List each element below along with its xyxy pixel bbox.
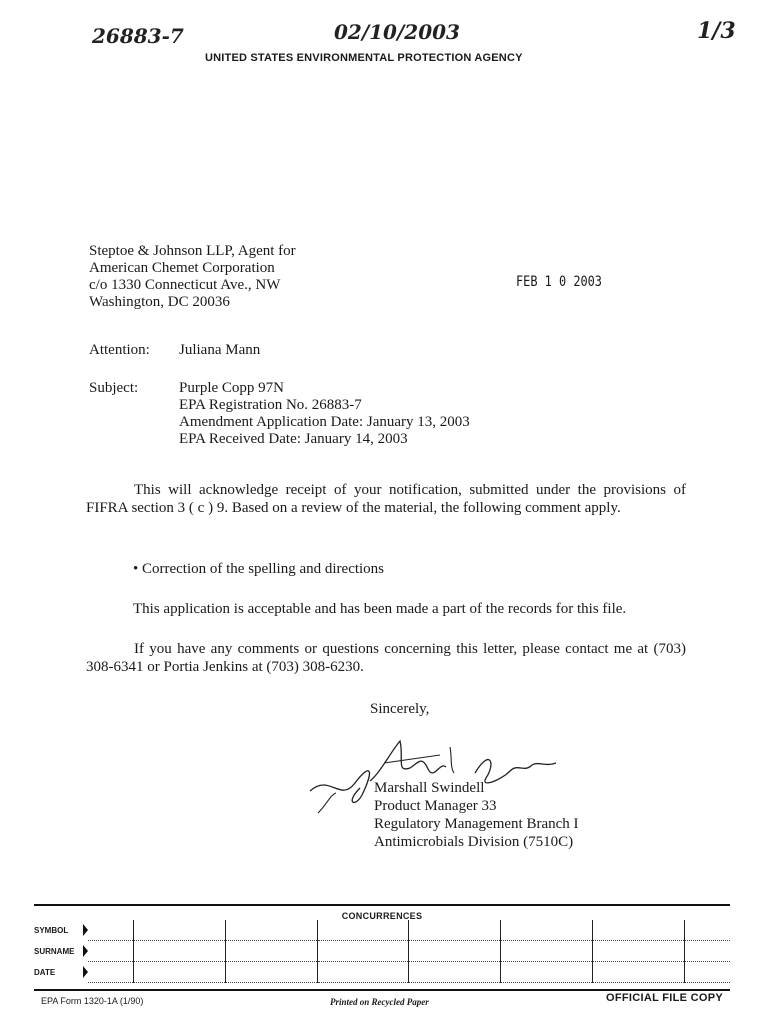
concurrence-cell: [501, 941, 593, 962]
row-label-surname: SURNAME: [34, 941, 88, 962]
addressee-line: c/o 1330 Connecticut Ave., NW: [89, 277, 281, 293]
addressee-block: [89, 243, 296, 311]
handwritten-page-number: 1/3: [697, 18, 736, 44]
body-paragraph-acknowledgement: This will acknowledge receipt of your notification, submitted under the provisions of FIFRA section 3 ( c ) 9. Based on a review of the material, the following comment apply.: [86, 482, 686, 516]
concurrence-cell: [88, 920, 134, 941]
subject-label: Subject:: [89, 380, 139, 396]
form-number: EPA Form 1320-1A (1/90): [41, 996, 144, 1006]
comment-bullet: • Correction of the spelling and directions: [133, 561, 385, 577]
concurrences-row-symbol: [34, 920, 730, 941]
concurrence-cell: [501, 920, 593, 941]
concurrence-cell: [226, 941, 318, 962]
subject-line: Purple Copp 97N: [179, 380, 284, 396]
attention-name: Juliana Mann: [179, 342, 261, 358]
agency-name: UNITED STATES ENVIRONMENTAL PROTECTION AGENCY: [205, 52, 523, 64]
concurrence-cell: [88, 962, 134, 983]
concurrence-cell: [134, 941, 226, 962]
received-date-stamp: FEB 1 0 2003: [516, 274, 602, 290]
handwritten-date: 02/10/2003: [334, 20, 460, 44]
concurrence-cell: [134, 920, 226, 941]
salutation: Sincerely,: [370, 701, 430, 717]
concurrence-cell: [409, 941, 501, 962]
addressee-line: Steptoe & Johnson LLP, Agent for: [89, 243, 296, 259]
body-paragraph-acceptance: This application is acceptable and has been made a part of the records for this file.: [133, 601, 627, 617]
concurrence-cell: [684, 941, 730, 962]
footer-rule: [34, 989, 730, 991]
concurrence-cell: [88, 941, 134, 962]
concurrence-cell: [592, 941, 684, 962]
concurrence-cell: [134, 962, 226, 983]
row-label-symbol: SYMBOL: [34, 920, 88, 941]
recycled-paper-note: Printed on Recycled Paper: [330, 997, 429, 1007]
concurrence-cell: [501, 962, 593, 983]
signer-branch: Regulatory Management Branch I: [374, 816, 579, 832]
concurrence-cell: [317, 920, 409, 941]
addressee-line: American Chemet Corporation: [89, 260, 275, 276]
concurrences-title: CONCURRENCES: [341, 911, 423, 921]
concurrence-cell: [592, 962, 684, 983]
row-label-date: DATE: [34, 962, 88, 983]
attention-label: Attention:: [89, 342, 150, 358]
signature-block: [374, 779, 579, 851]
concurrence-cell: [592, 920, 684, 941]
concurrence-cell: [409, 920, 501, 941]
body-paragraph-contact: If you have any comments or questions concerning this letter, please contact me at (703) 308-6341 or Portia Jenkins at (703) 308-6230.: [86, 641, 686, 675]
concurrences-row-date: [34, 962, 730, 983]
concurrence-cell: [226, 920, 318, 941]
subject-line: EPA Registration No. 26883-7: [179, 397, 362, 413]
concurrences-row-surname: [34, 941, 730, 962]
concurrence-cell: [317, 941, 409, 962]
signer-title: Product Manager 33: [374, 798, 497, 814]
concurrence-cell: [226, 962, 318, 983]
handwritten-registration-number: 26883-7: [92, 24, 184, 48]
addressee-line: Washington, DC 20036: [89, 294, 230, 310]
subject-line: Amendment Application Date: January 13, 2003: [179, 414, 470, 430]
concurrence-cell: [684, 962, 730, 983]
concurrence-cell: [409, 962, 501, 983]
subject-line: EPA Received Date: January 14, 2003: [179, 431, 408, 447]
concurrence-cell: [684, 920, 730, 941]
concurrence-cell: [317, 962, 409, 983]
concurrences-table: [34, 920, 730, 983]
signer-name: Marshall Swindell: [374, 780, 485, 796]
subject-block: [179, 380, 470, 448]
official-file-copy-label: OFFICIAL FILE COPY: [606, 992, 724, 1004]
signer-division: Antimicrobials Division (7510C): [374, 834, 574, 850]
